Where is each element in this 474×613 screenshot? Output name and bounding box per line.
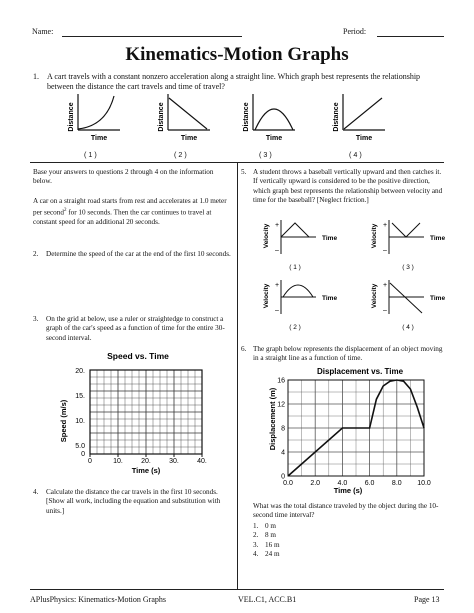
q1-graph-1	[62, 92, 132, 142]
q6-choice-4[interactable]: 4. 24 m	[253, 550, 280, 559]
svg-text:Time: Time	[430, 235, 446, 242]
chart-y-ticks	[277, 378, 285, 481]
q5-graph-4	[366, 278, 446, 334]
q4-number: 4.	[33, 488, 39, 496]
speed-x-tick: 10.	[113, 458, 123, 465]
q6-choices	[253, 522, 280, 560]
svg-text:+: +	[275, 222, 280, 229]
footer-center: VEL.C1, ACC.B1	[238, 595, 297, 604]
speed-graph-grid	[90, 370, 202, 457]
info-intro: Base your answers to questions 2 through 4 on the information below.	[33, 168, 214, 186]
svg-text:Time: Time	[322, 295, 338, 302]
speed-x-tick: 20.	[141, 458, 151, 465]
q1-option-2[interactable]: ( 2 )	[174, 150, 187, 159]
q6-number: 6.	[241, 345, 247, 353]
q5-option-2: ( 2 )	[289, 324, 301, 331]
chart-x-tick-label: 2.0	[310, 480, 321, 487]
svg-text:+: +	[383, 282, 388, 289]
svg-text:–: –	[383, 247, 387, 254]
chart-y-tick-label: 4	[281, 449, 285, 457]
speed-x-tick: 30.	[169, 458, 179, 465]
svg-text:Velocity: Velocity	[263, 223, 270, 249]
q1-graph-2-ylabel: Distance	[158, 102, 165, 132]
footer-left: APlusPhysics: Kinematics-Motion Graphs	[30, 595, 166, 604]
chart-x-tick-label: 10.0	[417, 480, 431, 487]
svg-text:–: –	[275, 247, 279, 254]
q1-graph-1-xlabel: Time	[90, 135, 108, 142]
q6-question: What was the total distance traveled by the object during the 10-second time interval?	[253, 502, 439, 520]
svg-text:+: +	[275, 282, 280, 289]
chart-x-tick-label: 8.0	[391, 480, 402, 487]
q6-choice-1[interactable]: 1. 0 m	[253, 522, 276, 530]
q1-number: 1.	[33, 72, 39, 81]
speed-y-tick: 15.	[75, 393, 85, 400]
q1-graph-4	[327, 92, 397, 142]
page-title: Kinematics-Motion Graphs	[125, 44, 349, 65]
chart-y-tick-label: 16	[277, 377, 285, 385]
footer-divider	[30, 589, 444, 590]
svg-text:Time: Time	[430, 295, 446, 302]
period-label: Period:	[343, 27, 367, 36]
q1-graph-2	[152, 92, 222, 142]
q1-text: A cart travels with a constant nonzero acceleration along a straight line. Which graph best represents the relationship between the distance the cart travels and time of travel?	[47, 72, 421, 91]
q1-graph-4-ylabel: Distance	[333, 102, 340, 132]
q6-choice-3[interactable]: 3. 16 m	[253, 540, 280, 549]
q3-number: 3.	[33, 315, 39, 323]
name-line[interactable]	[62, 36, 242, 37]
chart-x-tick-label: 6.0	[364, 480, 375, 487]
speed-y-tick: 0	[81, 451, 85, 458]
chart-x-tick-label: 0.0	[283, 480, 293, 487]
q5-text: A student throws a baseball vertically upward and then catches it. If vertically upward is considered to be the positive direction, which graph best represents the relationship between velocity and time for the baseball? [Neglect friction.]	[253, 168, 443, 205]
speed-graph-title: Speed vs. Time	[107, 351, 169, 361]
column-divider	[237, 162, 238, 589]
q6-text: The graph below represents the displacement of an object moving in a straight line as a function of time.	[253, 345, 443, 363]
footer-page-number: Page 13	[414, 595, 440, 604]
name-label: Name:	[32, 27, 54, 36]
q1-graph-4-xlabel: Time	[355, 135, 373, 142]
svg-text:–: –	[383, 307, 387, 314]
speed-graph-ylabel: Speed (m/s)	[59, 399, 68, 443]
q5-number: 5.	[241, 168, 247, 176]
speed-graph-xlabel: Time (s)	[131, 466, 161, 475]
speed-vs-time-graph[interactable]	[52, 348, 222, 478]
chart-ylabel: Displacement (m)	[268, 387, 277, 451]
q1-graph-3	[237, 92, 307, 142]
q4-text: Calculate the distance the car travels in the first 10 seconds. [Show all work, including the equation and substitution with units.]	[46, 488, 221, 515]
chart-xlabel: Time (s)	[333, 486, 363, 495]
q1-graph-2-xlabel: Time	[180, 135, 198, 142]
q1-graph-1-ylabel: Distance	[68, 102, 75, 132]
speed-y-tick: 5.0	[75, 443, 85, 450]
q5-graph-3	[366, 218, 446, 274]
q1-option-1[interactable]: ( 1 )	[84, 150, 97, 159]
chart-y-tick-label: 8	[281, 425, 285, 433]
chart-x-tick-label: 4.0	[337, 480, 348, 487]
q1-option-3[interactable]: ( 3 )	[259, 150, 272, 159]
q6-choice-2[interactable]: 2. 8 m	[253, 531, 276, 540]
q5-graph-1	[258, 218, 348, 274]
q1-graph-3-ylabel: Distance	[243, 102, 250, 132]
speed-y-tick: 10.	[75, 418, 85, 425]
chart-y-tick-label: 12	[277, 401, 285, 409]
q1-graph-3-xlabel: Time	[265, 135, 283, 142]
q2-number: 2.	[33, 250, 39, 258]
speed-y-tick: 20.	[75, 368, 85, 375]
speed-x-tick: 40.	[197, 458, 207, 465]
svg-text:Time: Time	[322, 235, 338, 242]
chart-y-tick-label: 0	[281, 473, 285, 481]
svg-text:–: –	[275, 307, 279, 314]
q1-option-4[interactable]: ( 4 )	[349, 150, 362, 159]
q5-option-4: ( 4 )	[402, 324, 414, 331]
q5-option-1: ( 1 )	[289, 264, 301, 271]
speed-x-tick: 0	[88, 458, 92, 465]
q2-text: Determine the speed of the car at the end of the first 10 seconds.	[46, 250, 231, 258]
q3-text: On the grid at below, use a ruler or straightedge to construct a graph of the car's speed as a function of time for the entire 30-second interval.	[46, 315, 225, 342]
svg-text:Velocity: Velocity	[263, 283, 270, 309]
svg-text:Velocity: Velocity	[371, 283, 378, 309]
displacement-chart	[264, 364, 434, 496]
q5-graph-2	[258, 278, 348, 334]
chart-title: Displacement vs. Time	[316, 367, 404, 376]
svg-text:+: +	[383, 222, 388, 229]
q5-option-3: ( 3 )	[402, 264, 414, 271]
svg-text:Velocity: Velocity	[371, 223, 378, 249]
period-line[interactable]	[377, 36, 444, 37]
info-scenario: A car on a straight road starts from rest and accelerates at 1.0 meter per second$^2$ for 10 seconds. Then the car continues to travel at constant speed for an additional 20 seconds.	[33, 197, 227, 227]
